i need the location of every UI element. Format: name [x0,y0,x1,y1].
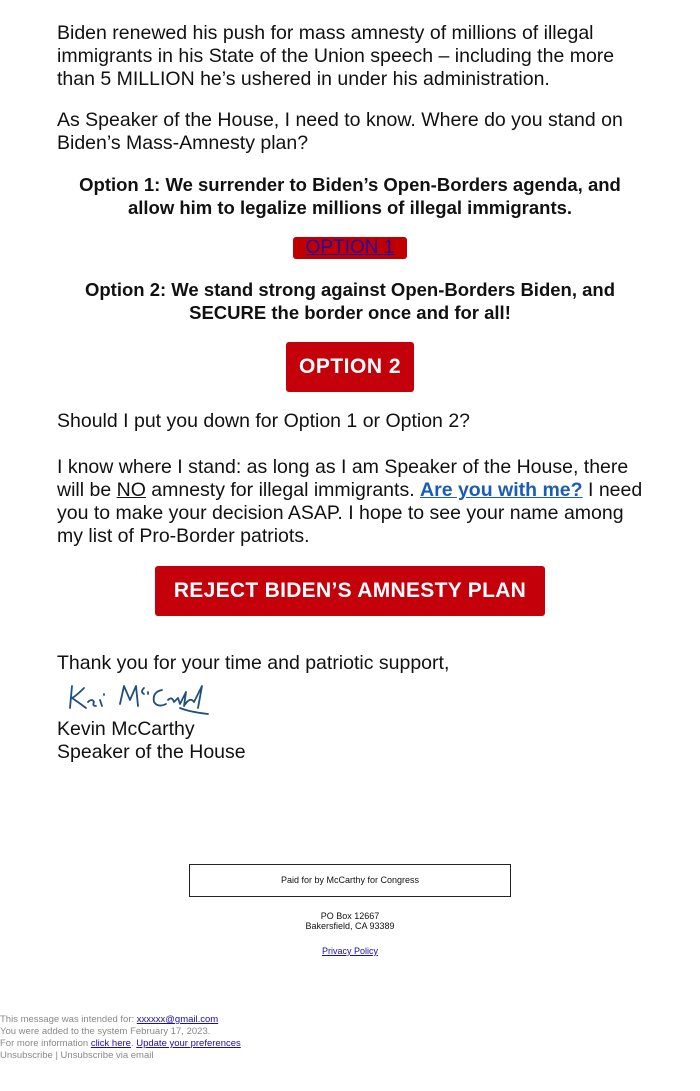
separator: . [130,1038,137,1049]
intro-paragraph: Biden renewed his push for mass amnesty of millions of illegal immigrants in his State of the Union speech – including the more than 5 MILLION he’s ushered in under his administration. [57,22,615,90]
option1-button[interactable] [293,237,407,259]
signature-image [62,678,212,720]
stance-text-a: I know where I stand: as long as I am Speaker of the House, there will be [57,456,629,501]
stance-paragraph [57,456,647,548]
paid-for-disclaimer: Paid for by McCarthy for Congress [189,864,511,897]
added-date-line: You were added to the system February 17, 2023. [0,1026,211,1037]
stance-text-b: amnesty for illegal immigrants. [145,479,421,501]
sender-name: Kevin McCarthy [57,718,195,740]
address-line-1: PO Box 12667 [320,911,380,921]
privacy-policy-link[interactable]: Privacy Policy [321,946,378,956]
choice-question: Should I put you down for Option 1 or Option 2? [57,410,471,432]
option1-text: Option 1: We surrender to Biden’s Open-Borders agenda, and allow him to legalize millions of illegal immigrants. [79,174,621,218]
intended-for-line [0,1014,218,1026]
privacy-section [0,946,700,956]
click-here-link[interactable]: click here [90,1038,131,1049]
reject-amnesty-button[interactable]: REJECT BIDEN’S AMNESTY PLAN [155,566,545,616]
option2-text: Option 2: We stand strong against Open-Borders Biden, and SECURE the border once and for all! [84,279,616,323]
option2-button[interactable]: OPTION 2 [286,342,414,392]
stance-text-c: I need you to make your decision ASAP. I hope to see your name among my list of Pro-Border patriots. [57,479,643,547]
sender-title: Speaker of the House [57,741,246,763]
intended-label: This message was intended for: [0,1014,137,1025]
are-you-with-me-link[interactable]: Are you with me? [420,479,583,501]
unsubscribe-line[interactable]: Unsubscribe | Unsubscribe via email [0,1050,154,1061]
thank-you-text: Thank you for your time and patriotic support, [57,652,450,674]
more-info-line [0,1038,241,1050]
option1-link[interactable]: OPTION 1 [305,237,395,258]
no-emphasis: NO [116,479,146,501]
address-line-2: Bakersfield, CA 93389 [305,921,395,931]
update-preferences-link[interactable]: Update your preferences [136,1038,241,1049]
recipient-email-link[interactable]: xxxxxx@gmail.com [136,1014,219,1025]
more-info-label: For more information [0,1038,91,1049]
question-paragraph: As Speaker of the House, I need to know. Where do you stand on Biden’s Mass-Amnesty plan? [57,109,623,154]
